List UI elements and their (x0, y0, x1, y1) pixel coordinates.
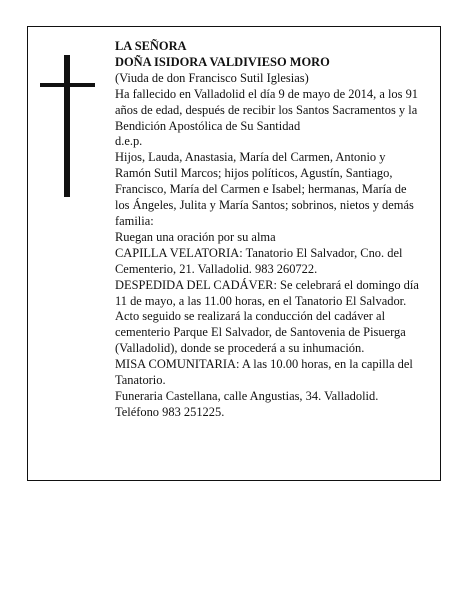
family-paragraph: Hijos, Lauda, Anastasia, María del Carmen, Antonio y Ramón Sutil Marcos; hijos políticos, Agustín, Santiago, Francisco, María del Carmen e Isabel; hermanas, María de los Ángeles, Julita y María Santos; sobrinos, nietos y demás familia: (115, 150, 414, 228)
farewell-paragraph: DESPEDIDA DEL CADÁVER: Se celebrará el domingo día 11 de mayo, a las 11.00 horas, en el Tanatorio El Salvador. Acto seguido se realizará la conducción del cadáver al cementerio Parque El Salvador, de Santovenia de Pisuerga (Valladolid), donde se procederá a su inhumación. (115, 277, 419, 356)
widow-of: (Viuda de don Francisco Sutil Iglesias) (115, 70, 309, 85)
death-paragraph: Ha fallecido en Valladolid el día 9 de mayo de 2014, a los 91 años de edad, después de recibir los Santos Sacramentos y la Bendición Apostólica de Su Santidad (115, 86, 419, 133)
notice-body (115, 39, 421, 421)
cross-icon-bar (40, 83, 95, 87)
prayer-line: Ruegan una oración por su alma (115, 229, 276, 244)
mass-paragraph: MISA COMUNITARIA: A las 10.00 horas, en la capilla del Tanatorio. (115, 357, 413, 388)
funeral-home-paragraph: Funeraria Castellana, calle Angustias, 34. Valladolid. Teléfono 983 251225. (115, 388, 379, 419)
cross-icon (64, 55, 70, 197)
notice-title: LA SEÑORA (115, 39, 187, 53)
deceased-name: DOÑA ISIDORA VALDIVIESO MORO (115, 54, 330, 69)
chapel-paragraph: CAPILLA VELATORIA: Tanatorio El Salvador, Cno. del Cementerio, 21. Valladolid. 983 260722. (115, 245, 403, 276)
rip-line: d.e.p. (115, 134, 143, 149)
